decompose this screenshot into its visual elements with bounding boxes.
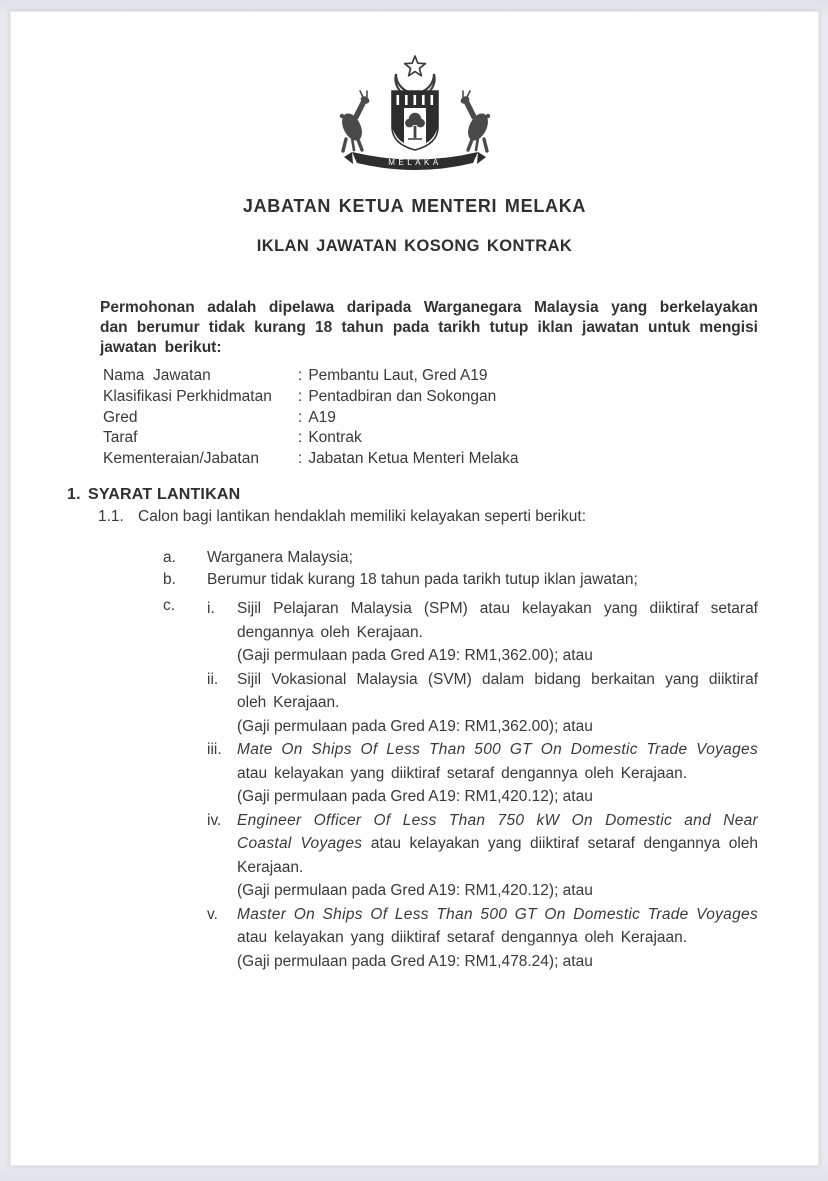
- detail-separator: :: [298, 450, 303, 468]
- document-page: [10, 11, 819, 1166]
- list-item-letter: c.: [163, 597, 176, 614]
- list-item-text: Warganera Malaysia;: [207, 549, 353, 566]
- crest-banner-text: MELAKA: [387, 158, 442, 167]
- detail-value: A19: [308, 408, 336, 426]
- list-item: [207, 809, 768, 903]
- list-item-a: [163, 549, 353, 567]
- section-number: 1.: [67, 486, 81, 503]
- detail-separator: :: [298, 387, 303, 405]
- section-1-heading: [67, 486, 240, 504]
- list-item-letter: b.: [163, 571, 176, 588]
- detail-label: Klasifikasi Perkhidmatan: [103, 387, 272, 405]
- table-row: [103, 428, 519, 449]
- list-item-b: [163, 571, 638, 589]
- salary-line: (Gaji permulaan pada Gred A19: RM1,478.24); atau: [237, 952, 593, 970]
- section-title: SYARAT LANTIKAN: [88, 486, 241, 503]
- list-item-numeral: i.: [207, 600, 215, 617]
- detail-value: Jabatan Ketua Menteri Melaka: [308, 450, 519, 468]
- list-item-numeral: v.: [207, 905, 218, 923]
- list-item-c: [163, 597, 768, 973]
- list-item-text: Engineer Officer Of Less Than 750 kW On Domestic and Near Coastal Voyages atau kelayakan yang diiktiraf setaraf dengannya oleh Kerajaan.: [237, 811, 759, 876]
- list-item-text: Sijil Vokasional Malaysia (SVM) dalam bidang berkaitan yang diiktiraf oleh Kerajaan.: [237, 670, 758, 711]
- detail-separator: :: [298, 408, 303, 426]
- detail-value: Kontrak: [308, 429, 362, 447]
- list-item-text: Master On Ships Of Less Than 500 GT On Domestic Trade Voyages atau kelayakan yang diiktiraf setaraf dengannya oleh Kerajaan.: [237, 905, 758, 946]
- document-title: JABATAN KETUA MENTERI MELAKA: [242, 196, 587, 216]
- table-row: [103, 408, 519, 429]
- list-item: [207, 903, 768, 974]
- list-item-numeral: iv.: [207, 811, 222, 829]
- melaka-coat-of-arms-icon: [326, 53, 504, 175]
- clause-number: 1.1.: [98, 508, 124, 525]
- list-item-numeral: iii.: [207, 741, 222, 758]
- clause-1-1: [98, 508, 586, 526]
- salary-line: (Gaji permulaan pada Gred A19: RM1,420.12); atau: [237, 882, 593, 899]
- detail-separator: :: [298, 429, 303, 447]
- qualification-list: [207, 597, 768, 973]
- detail-label: Kementeraian/Jabatan: [103, 450, 259, 468]
- clause-text: Calon bagi lantikan hendaklah memiliki kelayakan seperti berikut:: [138, 508, 587, 525]
- table-row: [103, 366, 519, 387]
- list-item-letter: a.: [163, 549, 176, 566]
- list-item-text: Berumur tidak kurang 18 tahun pada tarikh tutup iklan jawatan;: [207, 571, 638, 588]
- detail-separator: :: [298, 367, 303, 384]
- job-details-table: [103, 366, 519, 470]
- detail-label: Gred: [103, 408, 138, 426]
- list-item: [207, 597, 768, 668]
- salary-line: (Gaji permulaan pada Gred A19: RM1,420.12); atau: [237, 788, 593, 805]
- table-row: [103, 387, 519, 408]
- salary-line: (Gaji permulaan pada Gred A19: RM1,362.00); atau: [237, 717, 593, 735]
- table-row: [103, 449, 519, 470]
- list-item: [207, 668, 768, 739]
- detail-label: Nama Jawatan: [103, 367, 211, 384]
- detail-label: Taraf: [103, 429, 138, 447]
- detail-value: Pentadbiran dan Sokongan: [308, 387, 497, 405]
- list-item-numeral: ii.: [207, 670, 219, 688]
- salary-line: (Gaji permulaan pada Gred A19: RM1,362.00); atau: [237, 647, 593, 664]
- list-item-text: Sijil Pelajaran Malaysia (SPM) atau kelayakan yang diiktiraf setaraf dengannya oleh Kerajaan.: [237, 600, 758, 641]
- list-item-text: Mate On Ships Of Less Than 500 GT On Domestic Trade Voyages atau kelayakan yang diiktiraf setaraf dengannya oleh Kerajaan.: [237, 741, 758, 782]
- intro-paragraph: Permohonan adalah dipelawa daripada Warganegara Malaysia yang berkelayakan dan berumur tidak kurang 18 tahun pada tarikh tutup iklan jawatan untuk mengisi jawatan berikut:: [100, 298, 758, 356]
- list-item: [207, 738, 768, 809]
- detail-value: Pembantu Laut, Gred A19: [308, 367, 488, 384]
- document-subtitle: IKLAN JAWATAN KOSONG KONTRAK: [256, 237, 573, 255]
